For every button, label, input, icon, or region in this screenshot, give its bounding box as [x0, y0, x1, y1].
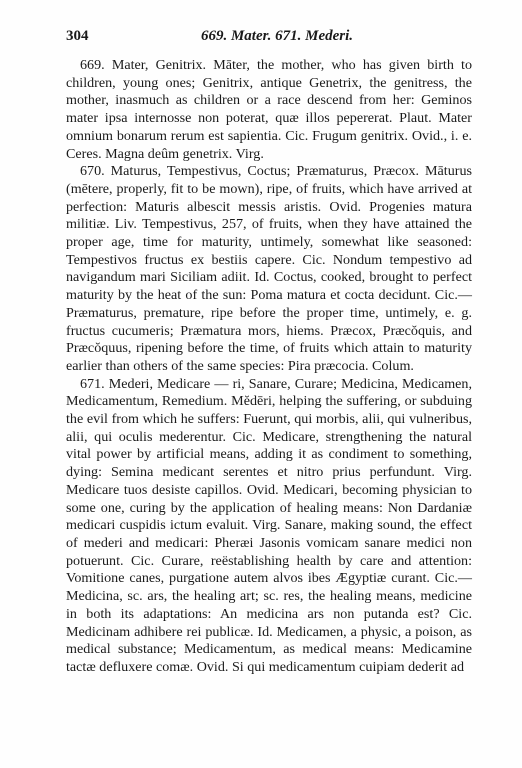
entry-text [66, 57, 472, 677]
entry-669-mater: 669. Mater, Genitrix. Māter, the mother, who has given birth to children, young ones; Genitrix, antique Genetrix, the genitress, the mother, inasmuch as children or a race descend from her: Geminos mater ipsa internosse non poterat, quæ illos pepererat. Plaut. Mater omnium bonarum rerum est sapientia. Cic. Frugum genitrix. Ovid., i. e. Ceres. Magna deûm genetrix. Virg. [66, 57, 472, 162]
entry-671-mederi: 671. Mederi, Medicare — ri, Sanare, Curare; Medicina, Medicamen, Medicamentum, Remedium. Mĕdēri, helping the suffering, or subduing the evil from which he suffers: Fuerunt, qui morbis, alii, qui vulneribus, alii, qui oculis mederentur. Cic. Medicare, strengthening the natural vital power by artificial means, adding it as condiment to something, dying: Semina medicant serentes et nitro prius perfundunt. Virg. Medicare tuos desiste capillos. Ovid. Medicari, becoming physician to some one, curing by the application of healing means: Non Dardaniæ medicari cuspidis ictum evaluit. Virg. Sanare, making sound, the effect of mederi and medicari: Pheræi Jasonis vomicam sanare medici non potuerunt. Cic. Curare, reëstablishing health by care and attention: Vomitione canes, purgatione autem alvos ibes Ægyptiæ curant. Cic.— Medicina, sc. ars, the healing art; sc. res, the healing means, medicine in both its adaptations: An medicina ars non putanda est? Cic. Medicinam adhibere rei publicæ. Id. Medicamen, a physic, a poison, as medical substance; Medicamentum, as medical means: Medicamine tactæ defluxere comæ. Ovid. Si qui medicamentum cuipiam dederit ad [66, 375, 472, 675]
running-head-title: 669. Mater. 671. Mederi. [200, 28, 354, 44]
entry-670-maturus: 670. Maturus, Tempestivus, Coctus; Præmaturus, Præcox. Māturus (mētere, properly, fit to be mown), ripe, of fruits, which have arrived at perfection: Maturis albescit messis aristis. Ovid. Progenies matura militiæ. Liv. Tempestivus, 257, of fruits, when they have attained the proper age, time for maturity, untimely, somewhat like seasoned: Tempestivos fructus ex bestiis capere. Cic. Nondum tempestivo ad navigandum mari Siciliam adiit. Id. Coctus, cooked, brought to perfect maturity by the heat of the sun: Poma matura et cocta decidunt. Cic.— Præmaturus, premature, ripe before the proper time, untimely, e. g. fructus cucumeris; Præmatura mors, hiems. Præcox, Præcŏquis, and Præcŏquus, ripening before the time, of fruits which attain to maturity earlier than others of the same species: Pira præcocia. Colum. [66, 163, 472, 374]
page-number: 304 [66, 28, 89, 44]
running-head [66, 26, 472, 46]
